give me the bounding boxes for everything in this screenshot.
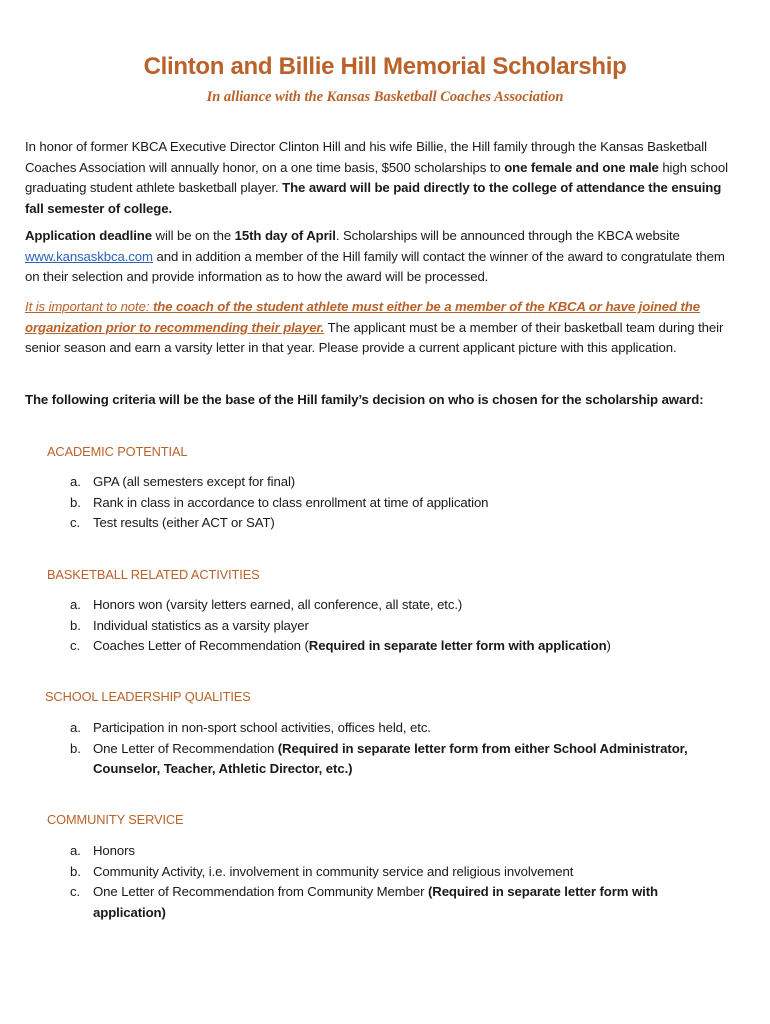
section-heading-leadership: SCHOOL LEADERSHIP QUALITIES <box>45 689 251 704</box>
list-item: b. One Letter of Recommendation (Required in separate letter form from either School Administrator, Counselor, Teacher, Athletic Director, etc.) <box>70 740 688 776</box>
page-subtitle: In alliance with the Kansas Basketball Coaches Association <box>206 89 564 105</box>
list-item: b. Individual statistics as a varsity player <box>70 617 309 633</box>
section-heading-community: COMMUNITY SERVICE <box>47 812 184 827</box>
community-list <box>70 841 720 923</box>
list-item: a. GPA (all semesters except for final) <box>70 474 296 489</box>
criteria-intro: The following criteria will be the base of the Hill family’s decision on who is chosen for the scholarship award: <box>25 392 704 407</box>
note-paragraph: It is important to note: the coach of the student athlete must either be a member of the KBCA or have joined the organization prior to recommending their player. The applicant must be a member of their basketball team during their senior season and earn a varsity letter in that year. Please provide a current applicant picture with this application. <box>25 299 724 355</box>
section-heading-academic: ACADEMIC POTENTIAL <box>47 444 188 459</box>
list-item: b. Community Activity, i.e. involvement in community service and religious involvement <box>70 863 574 879</box>
leadership-list <box>70 718 720 780</box>
list-item: a. Honors <box>70 843 135 858</box>
section-heading-basketball: BASKETBALL RELATED ACTIVITIES <box>47 567 260 582</box>
list-item: c. Coaches Letter of Recommendation (Required in separate letter form with application) <box>70 638 611 653</box>
note-emphasis: It is important to note: the coach of the student athlete must either be a member of the KBCA or have joined the organization prior to recommending their player. <box>25 299 700 335</box>
list-item: c. One Letter of Recommendation from Community Member (Required in separate letter form with application) <box>70 884 658 920</box>
intro-paragraph: In honor of former KBCA Executive Director Clinton Hill and his wife Billie, the Hill family through the Kansas Basketball Coaches Association will annually honor, on a one time basis, $500 scholarships to one female and one male high school graduating student athlete basketball player. The award will be paid directly to the college of attendance the ensuing fall semester of college. <box>25 139 728 216</box>
page-title: Clinton and Billie Hill Memorial Scholarship <box>143 53 627 80</box>
basketball-list <box>70 595 720 657</box>
list-item: a. Participation in non-sport school activities, offices held, etc. <box>70 720 431 735</box>
kbca-website-link[interactable]: www.kansaskbca.com <box>25 248 153 264</box>
academic-list <box>70 472 720 534</box>
list-item: b. Rank in class in accordance to class enrollment at time of application <box>70 494 489 510</box>
deadline-paragraph: Application deadline will be on the 15th day of April. Scholarships will be announced through the KBCA website www.kansaskbca.com and in addition a member of the Hill family will contact the winner of the award to congratulate them on their selection and provide information as to how the award will be processed. <box>25 228 725 284</box>
list-item: a. Honors won (varsity letters earned, all conference, all state, etc.) <box>70 597 463 612</box>
list-item: c. Test results (either ACT or SAT) <box>70 515 275 530</box>
